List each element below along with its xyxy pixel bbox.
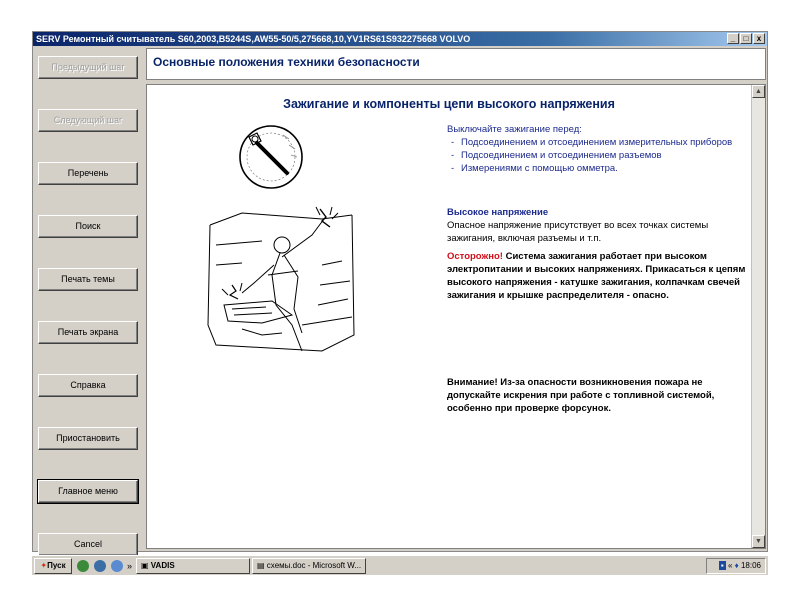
caution-block: [447, 376, 747, 415]
content-pane[interactable]: [146, 84, 766, 549]
close-button[interactable]: x: [753, 33, 765, 44]
taskbar-item-label: VADIS: [150, 560, 175, 570]
section-title: Основные положения техники безопасности: [153, 55, 420, 69]
ignition-off-list: [447, 136, 747, 175]
window-title-bar[interactable]: [33, 32, 767, 46]
maximize-button[interactable]: □: [740, 33, 752, 44]
network-icon[interactable]: ♦: [734, 561, 739, 570]
page-title: Зажигание и компоненты цепи высокого напряжения: [283, 97, 615, 111]
start-label: Пуск: [47, 560, 66, 570]
high-voltage-text: Опасное напряжение присутствует во всех точках системы зажигания, включая разъемы и т.п.: [447, 220, 709, 244]
main-menu-button[interactable]: Главное меню: [38, 480, 138, 503]
print-topic-button[interactable]: Печать темы: [38, 268, 138, 291]
language-indicator-icon[interactable]: ▪: [720, 561, 724, 570]
explorer-quicklaunch-icon[interactable]: [94, 560, 106, 572]
app-window: [32, 31, 768, 552]
next-step-button[interactable]: Следующий шаг: [38, 109, 138, 132]
ignition-key-illustration: [237, 123, 305, 191]
list-button[interactable]: Перечень: [38, 162, 138, 185]
window-title: SERV Ремонтный считыватель S60,2003,B5244S,AW55-50/5,275668,10,YV1RS61S932275668 VOLVO: [36, 34, 471, 44]
taskbar: [32, 555, 768, 575]
start-button[interactable]: [34, 558, 72, 574]
scroll-down-icon[interactable]: ▼: [752, 535, 765, 548]
minimize-button[interactable]: _: [727, 33, 739, 44]
windows-logo-icon: ✦: [40, 560, 48, 570]
window-controls: [727, 33, 765, 44]
cancel-button[interactable]: Cancel: [38, 533, 138, 556]
browser-quicklaunch-icon[interactable]: [77, 560, 89, 572]
previous-step-button[interactable]: Предыдущий шаг: [38, 56, 138, 79]
tray-expand-icon[interactable]: «: [727, 561, 733, 570]
mechanic-engine-illustration: [202, 205, 362, 355]
system-tray: [706, 558, 766, 574]
warning-label: Осторожно!: [447, 251, 503, 262]
high-voltage-heading: Высокое напряжение: [447, 207, 549, 218]
vertical-scrollbar[interactable]: [751, 85, 765, 548]
ignition-off-intro: Выключайте зажигание перед:: [447, 124, 582, 135]
list-item: - Измерениями с помощью омметра.: [447, 162, 747, 175]
warning-block: [447, 250, 747, 302]
clock: 18:06: [740, 561, 761, 570]
taskbar-item-vadis[interactable]: [136, 558, 250, 574]
pause-button[interactable]: Приостановить: [38, 427, 138, 450]
caution-label: Внимание!: [447, 377, 498, 388]
list-item: - Подсоединением и отсоединением измерительных приборов: [447, 136, 747, 149]
scroll-up-icon[interactable]: ▲: [752, 85, 765, 98]
warning-text: Система зажигания работает при высоком электропитании и высоких напряжениях. Прикасаться к цепям высокого напряжения - катушке зажигания, колпачкам свечей зажигания и крышке распределителя - опасно.: [447, 251, 746, 301]
taskbar-item-word[interactable]: [252, 558, 366, 574]
media-quicklaunch-icon[interactable]: [111, 560, 123, 572]
vadis-app-icon: ▣: [141, 560, 151, 570]
word-app-icon: ▤: [257, 560, 267, 570]
section-header: [146, 48, 766, 80]
print-screen-button[interactable]: Печать экрана: [38, 321, 138, 344]
list-item: - Подсоединением и отсоединением разъемов: [447, 149, 747, 162]
taskbar-item-label: схемы.doc - Microsoft W...: [266, 560, 362, 570]
navigation-panel: [33, 46, 145, 551]
quicklaunch-overflow-icon[interactable]: »: [127, 560, 133, 571]
search-button[interactable]: Поиск: [38, 215, 138, 238]
caution-text: Из-за опасности возникновения пожара не допускайте искрения при работе с топливной системой, особенно при проверке форсунок.: [447, 377, 715, 414]
help-button[interactable]: Справка: [38, 374, 138, 397]
